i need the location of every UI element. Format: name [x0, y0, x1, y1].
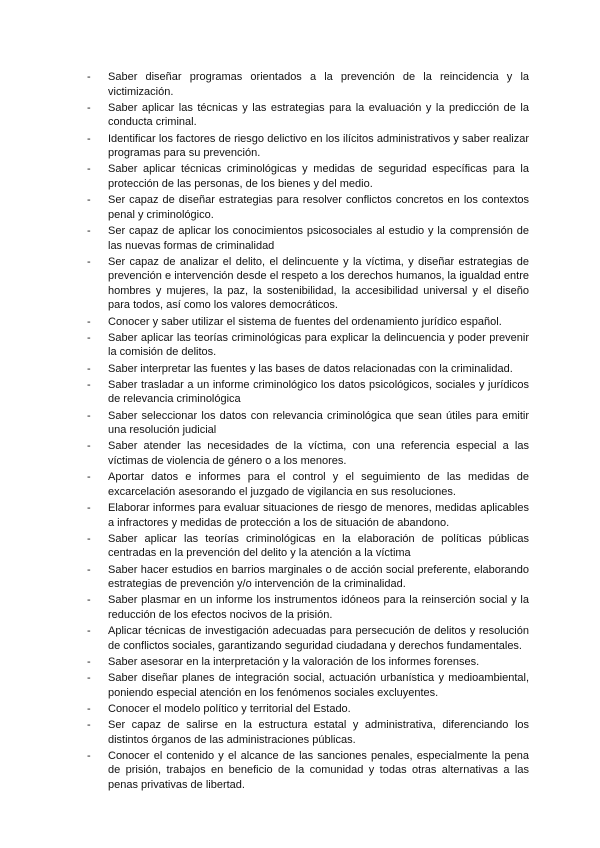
list-item-text: Saber seleccionar los datos con relevancia criminológica que sean útiles para emitir una resolución judicial: [108, 409, 529, 437]
list-item: [87, 378, 529, 407]
list-item: [87, 749, 529, 793]
list-item: [87, 255, 529, 313]
list-item: [87, 224, 529, 253]
list-item-text: Saber aplicar las teorías criminológicas en la elaboración de políticas públicas centradas en la prevención del delito y la atención a la víctima: [108, 532, 529, 560]
list-item: [87, 101, 529, 130]
list-item-text: Ser capaz de salirse en la estructura estatal y administrativa, diferenciando los distintos órganos de las administraciones públicas.: [108, 719, 529, 746]
list-bullet: -: [87, 719, 91, 731]
list-item: [87, 563, 529, 592]
list-bullet: -: [87, 625, 91, 638]
list-bullet: -: [87, 315, 91, 328]
list-bullet: -: [87, 471, 91, 484]
list-item: [87, 593, 529, 622]
list-item-text: Saber aplicar técnicas criminológicas y medidas de seguridad específicas para la protección de las personas, de los bienes y del medio.: [108, 163, 529, 190]
list-item-text: Ser capaz de aplicar los conocimientos psicosociales al estudio y la comprensión de las nuevas formas de criminalidad: [108, 224, 529, 252]
list-item-text: Saber asesorar en la interpretación y la valoración de los informes forenses.: [108, 655, 480, 668]
list-item-text: Conocer el contenido y el alcance de las sanciones penales, especialmente la pena de prisión, trabajos en beneficio de la comunidad y todas otras alternativas a las penas privativas de libertad.: [108, 749, 529, 791]
list-item: [87, 439, 529, 468]
list-item: [87, 671, 529, 700]
list-item-text: Aportar datos e informes para el control y el seguimiento de las medidas de excarcelación asesorando el juzgado de vigilancia en sus resoluciones.: [108, 471, 529, 498]
list-bullet: -: [87, 224, 91, 237]
list-item-text: Ser capaz de diseñar estrategias para resolver conflictos concretos en los contextos penal y criminológico.: [108, 194, 529, 221]
list-item-text: Saber hacer estudios en barrios marginales o de acción social preferente, elaborando estrategias de prevención y/o intervención de la criminalidad.: [108, 563, 529, 591]
list-bullet: -: [87, 101, 91, 114]
list-item: [87, 162, 529, 191]
list-item-text: Elaborar informes para evaluar situaciones de riesgo de menores, medidas aplicables a infractores y medidas de protección a los de situación de abandono.: [108, 501, 529, 529]
list-item: [87, 702, 529, 717]
list-bullet: -: [87, 440, 91, 453]
list-item-text: Saber trasladar a un informe criminológico los datos psicológicos, sociales y jurídicos de relevancia criminológica: [108, 378, 529, 406]
list-bullet: -: [87, 132, 91, 145]
list-item: [87, 532, 529, 561]
list-item-text: Saber interpretar las fuentes y las bases de datos relacionadas con la criminalidad.: [108, 362, 513, 375]
list-item: [87, 70, 529, 99]
list-item-text: Conocer el modelo político y territorial del Estado.: [108, 702, 351, 715]
list-item: [87, 501, 529, 530]
list-item: [87, 315, 529, 330]
list-item: [87, 331, 529, 360]
list-bullet: -: [87, 255, 91, 268]
list-item-text: Conocer y saber utilizar el sistema de fuentes del ordenamiento jurídico español.: [108, 315, 502, 328]
list-bullet: -: [87, 501, 91, 514]
competencies-list: [87, 70, 529, 794]
list-bullet: -: [87, 362, 91, 375]
list-item: [87, 718, 529, 747]
list-bullet: -: [87, 71, 91, 83]
list-item: [87, 624, 529, 653]
list-item-text: Saber atender las necesidades de la víctima, con una referencia especial a las víctimas de violencia de género o a los menores.: [108, 440, 529, 467]
list-item: [87, 470, 529, 499]
list-item-text: Ser capaz de analizar el delito, el delincuente y la víctima, y diseñar estrategias de prevención e intervención desde el respeto a los derechos humanos, la igualdad entre hombres y mujeres, la paz, la sostenibilidad, la accesibilidad universal y el diseño para todos, así como los valores democráticos.: [108, 255, 529, 312]
list-item: [87, 362, 529, 377]
list-bullet: -: [87, 594, 91, 607]
list-bullet: -: [87, 563, 91, 576]
list-item: [87, 132, 529, 161]
list-bullet: -: [87, 378, 91, 391]
list-item-text: Saber aplicar las teorías criminológicas para explicar la delincuencia y poder prevenir la comisión de delitos.: [108, 331, 529, 359]
list-item-text: Saber aplicar las técnicas y las estrategias para la evaluación y la predicción de la conducta criminal.: [108, 101, 529, 129]
list-item: [87, 655, 529, 670]
list-bullet: -: [87, 655, 91, 668]
list-bullet: -: [87, 194, 91, 207]
list-item-text: Identificar los factores de riesgo delictivo en los ilícitos administrativos y saber realizar programas para su prevención.: [108, 132, 529, 160]
list-bullet: -: [87, 409, 91, 422]
list-bullet: -: [87, 532, 91, 545]
list-bullet: -: [87, 749, 91, 762]
list-item: [87, 193, 529, 222]
list-item-text: Aplicar técnicas de investigación adecuadas para persecución de delitos y resolución de conflictos sociales, garantizando seguridad ciudadana y derechos fundamentales.: [108, 625, 529, 652]
list-item-text: Saber plasmar en un informe los instrumentos idóneos para la reinserción social y la reducción de los efectos nocivos de la prisión.: [108, 594, 529, 621]
list-item-text: Saber diseñar programas orientados a la prevención de la reincidencia y la victimización.: [108, 71, 529, 98]
list-item: [87, 409, 529, 438]
list-bullet: -: [87, 702, 91, 715]
list-bullet: -: [87, 331, 91, 344]
list-bullet: -: [87, 672, 91, 685]
list-item-text: Saber diseñar planes de integración social, actuación urbanística y medioambiental, poniendo especial atención en los fenómenos sociales excluyentes.: [108, 672, 529, 699]
list-bullet: -: [87, 163, 91, 176]
